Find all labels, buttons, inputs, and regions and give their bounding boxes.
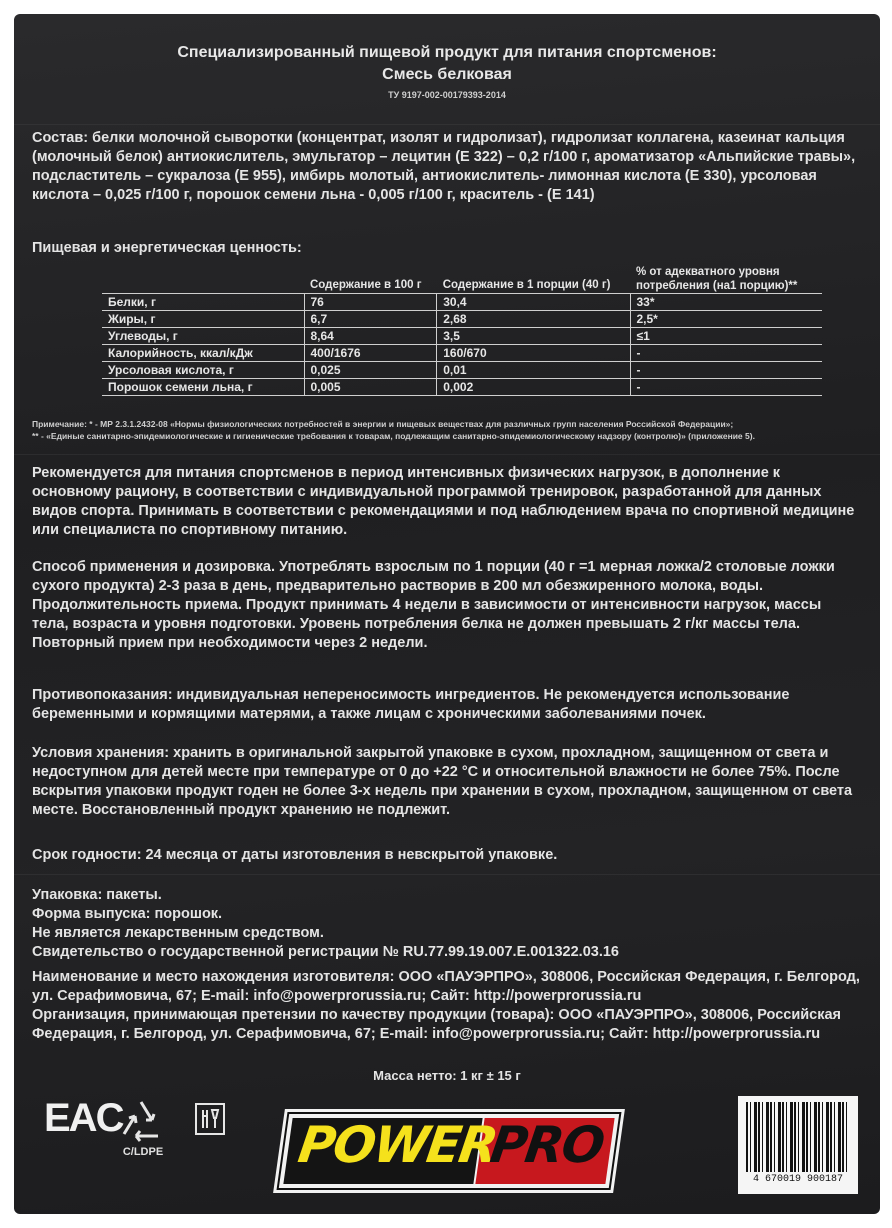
row-value: 3,5 [437,328,630,345]
claims-line: Организация, принимающая претензии по качеству продукции (товара): ООО «ПАУЭРПРО», 308006, Российская Федерация, г. Белгород, ул. Серафимовича, 67; E-mail: info@powerprorussia.ru; Сайт: http://powerprorussia.ru [32,1007,842,1042]
footnote-line: Примечание: * - МР 2.3.1.2432-08 «Нормы физиологических потребностей в энергии и пищевых веществах для различных групп населения Российской Федерации»; [32,419,734,429]
row-value: 400/1676 [304,345,437,362]
usage-section [32,558,860,653]
eac-icon: EAC [44,1096,123,1140]
col-percent-intake: % от адекватного уровня потребления (на1 порцию)** [636,266,798,292]
barcode [738,1096,858,1194]
nutrition-header-row [102,265,822,294]
barcode-number: 4 670019 900187 [752,1174,843,1185]
recommendation-text: Рекомендуется для питания спортсменов в период интенсивных физических нагрузок, в дополнение к основному рациону, в соответствии с индивидуальной программой тренировок, разработанной для данных видов спорта. Принимать в соответствии с рекомендациями и под наблюдением врача по спортивной медицине или специалиста по спортивному питанию. [32,465,855,538]
row-value: 6,7 [304,311,437,328]
row-value: 160/670 [437,345,630,362]
usage-duration: Продолжительность приема. Продукт принимать 4 недели в зависимости от интенсивности нагрузок, массы тела, возраста и уровня подготовки. Уровень потребления белка не должен превышать 2 г/кг массы тела. Повторный прием при необходимости через 2 недели. [32,597,822,651]
row-value: 76 [304,294,437,311]
row-value: 2,5* [630,311,822,328]
power-pro-logo [277,1112,622,1190]
row-value: - [630,362,822,379]
footnote-line: ** - «Единые санитарно-эпидемиологические и гигиенические требования к товарам, подлежащим санитарно-эпидемиологическому надзору (контролю)» (приложение 5). [32,431,755,441]
barcode-bars [746,1102,850,1172]
logo-word-power: POWER [294,1116,500,1174]
table-row [102,345,822,362]
shelf-life-text: Срок годности: 24 месяца от даты изготовления в невскрытой упаковке. [32,847,558,863]
row-label: Порошок семени льна, г [102,379,304,396]
recycle-icon [116,1098,166,1144]
contraindications-text: Противопоказания: индивидуальная непереносимость ингредиентов. Не рекомендуется использование беременными и кормящими матерями, а также лицам с хроническими заболеваниями почек. [32,687,790,722]
row-value: 2,68 [437,311,630,328]
col-per-100g: Содержание в 100 г [310,279,422,291]
packaging-line: Не является лекарственным средством. [32,925,324,941]
table-row [102,379,822,396]
row-label: Урсоловая кислота, г [102,362,304,379]
food-safe-icon [194,1102,226,1136]
table-row [102,311,822,328]
row-value: 8,64 [304,328,437,345]
row-value: ≤1 [630,328,822,345]
row-label: Углеводы, г [102,328,304,345]
packaging-section [32,886,860,962]
row-value: - [630,379,822,396]
package-back [14,14,880,1214]
row-value: 0,005 [304,379,437,396]
net-weight: Масса нетто: 1 кг ± 15 г [373,1068,521,1083]
usage-dosage: Способ применения и дозировка. Употреблять взрослым по 1 порции (40 г =1 мерная ложка/2 столовые ложки сухого продукта) 2-3 раза в день, предварительно растворив в 200 мл обезжиренного молока, воды. [32,559,835,594]
composition-text: Состав: белки молочной сыворотки (концентрат, изолят и гидролизат), гидролизат коллагена, казеинат кальция (молочный белок) антиокислитель, эмульгатор – лецитин (Е 322) – 0,2 г/100 г, ароматизатор «Альпийские травы», подсластитель – сукралоза (Е 955), имбирь молотый, антиокислитель- лимонная кислота (Е 330), урсоловая кислота – 0,025 г/100 г, порошок семени льна - 0,005 г/100 г, краситель - (Е 141) [32,130,856,203]
table-row [102,294,822,311]
nutrition-heading: Пищевая и энергетическая ценность: [32,240,302,256]
row-value: 0,01 [437,362,630,379]
packaging-line: Форма выпуска: порошок. [32,906,223,922]
product-subtitle: Смесь белковая [382,66,512,83]
col-per-portion: Содержание в 1 порции (40 г) [442,279,611,291]
registration-line: Свидетельство о государственной регистрации № RU.77.99.19.007.Е.001322.03.16 [32,944,619,960]
row-value: - [630,345,822,362]
manufacturer-line: Наименование и место нахождения изготовителя: ООО «ПАУЭРПРО», 308006, Российская Федерация, г. Белгород, ул. Серафимовича, 67; E-mail: info@powerprorussia.ru; Сайт: http://powerprorussia.ru [32,969,860,1004]
crease [14,454,880,455]
row-label: Калорийность, ккал/кДж [102,345,304,362]
row-label: Жиры, г [102,311,304,328]
row-value: 30,4 [437,294,630,311]
crease [14,124,880,125]
table-row [102,328,822,345]
manufacturer-section [32,968,860,1044]
row-label: Белки, г [102,294,304,311]
storage-text: Условия хранения: хранить в оригинальной закрытой упаковке в сухом, прохладном, защищенном от света и недоступном для детей месте при температуре от 0 до +22 °С и относительной влажности не более 75%. После вскрытия упаковки продукт годен не более 3-х недель при хранении в сухом, прохладном, защищенном от света месте. Восстановленный продукт хранению не подлежит. [32,745,853,818]
crease [14,874,880,875]
product-title: Специализированный пищевой продукт для питания спортсменов: [177,44,717,61]
logo-word-pro: PRO [486,1116,607,1174]
table-row [102,362,822,379]
standard-code: ТУ 9197-002-00179393-2014 [388,90,506,100]
row-value: 0,002 [437,379,630,396]
footnote [32,418,860,442]
recycle-label: C/LDPE [122,1146,164,1158]
row-value: 0,025 [304,362,437,379]
packaging-line: Упаковка: пакеты. [32,887,162,903]
nutrition-table [102,265,822,396]
row-value: 33* [630,294,822,311]
